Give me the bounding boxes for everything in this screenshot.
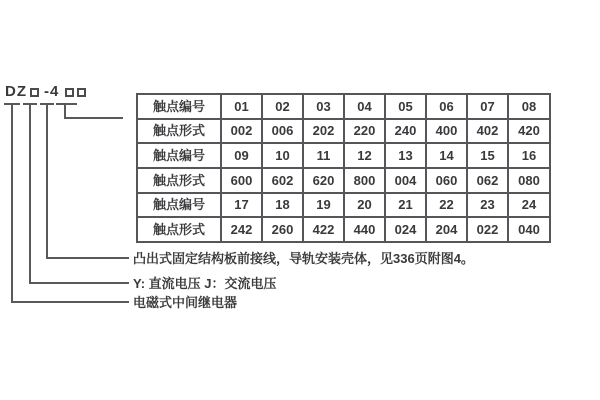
table-cell: 024 xyxy=(385,217,426,242)
table-cell: 202 xyxy=(303,119,344,144)
contact-table-wrap xyxy=(136,93,551,243)
table-cell: 440 xyxy=(344,217,385,242)
leader-line-contact-table xyxy=(56,104,123,118)
annotation-mount: 凸出式固定结构板前接线，导轨安装壳体，见336页附图4。 xyxy=(133,251,474,266)
table-cell: 002 xyxy=(221,119,262,144)
annotation-voltage: Y: 直流电压 J：交流电压 xyxy=(133,276,277,291)
table-row xyxy=(137,119,550,144)
table-cell: 242 xyxy=(221,217,262,242)
table-row xyxy=(137,193,550,218)
table-cell: 17 xyxy=(221,193,262,218)
table-cell: 08 xyxy=(508,94,550,119)
table-cell: 240 xyxy=(385,119,426,144)
table-cell: 422 xyxy=(303,217,344,242)
table-row xyxy=(137,168,550,193)
table-cell: 22 xyxy=(426,193,467,218)
leader-line-mount xyxy=(40,104,129,258)
table-cell: 620 xyxy=(303,168,344,193)
table-cell: 21 xyxy=(385,193,426,218)
table-cell: 23 xyxy=(467,193,508,218)
table-cell: 07 xyxy=(467,94,508,119)
table-cell: 060 xyxy=(426,168,467,193)
table-cell: 220 xyxy=(344,119,385,144)
table-cell: 19 xyxy=(303,193,344,218)
table-cell: 15 xyxy=(467,143,508,168)
table-cell: 402 xyxy=(467,119,508,144)
leader-line-relay-type xyxy=(4,104,129,302)
table-cell: 602 xyxy=(262,168,303,193)
table-cell: 11 xyxy=(303,143,344,168)
table-row xyxy=(137,94,550,119)
table-cell: 24 xyxy=(508,193,550,218)
table-cell: 12 xyxy=(344,143,385,168)
table-cell: 022 xyxy=(467,217,508,242)
table-cell: 16 xyxy=(508,143,550,168)
table-cell: 04 xyxy=(344,94,385,119)
table-cell: 400 xyxy=(426,119,467,144)
row-header: 触点编号 xyxy=(137,94,221,119)
table-cell: 004 xyxy=(385,168,426,193)
table-cell: 06 xyxy=(426,94,467,119)
row-header: 触点形式 xyxy=(137,217,221,242)
leader-line-voltage xyxy=(23,104,129,283)
table-cell: 05 xyxy=(385,94,426,119)
table-cell: 18 xyxy=(262,193,303,218)
table-cell: 600 xyxy=(221,168,262,193)
table-cell: 20 xyxy=(344,193,385,218)
model-infix: -4 xyxy=(44,83,60,100)
table-cell: 080 xyxy=(508,168,550,193)
model-prefix: DZ xyxy=(5,83,27,100)
table-cell: 14 xyxy=(426,143,467,168)
row-header: 触点编号 xyxy=(137,193,221,218)
table-cell: 03 xyxy=(303,94,344,119)
table-cell: 800 xyxy=(344,168,385,193)
annotation-relay-type: 电磁式中间继电器 xyxy=(133,295,238,310)
table-cell: 204 xyxy=(426,217,467,242)
row-header: 触点编号 xyxy=(137,143,221,168)
table-cell: 420 xyxy=(508,119,550,144)
table-cell: 09 xyxy=(221,143,262,168)
table-cell: 13 xyxy=(385,143,426,168)
table-cell: 040 xyxy=(508,217,550,242)
row-header: 触点形式 xyxy=(137,168,221,193)
row-header: 触点形式 xyxy=(137,119,221,144)
table-row xyxy=(137,143,550,168)
table-cell: 01 xyxy=(221,94,262,119)
contact-table xyxy=(136,93,551,243)
table-cell: 260 xyxy=(262,217,303,242)
table-cell: 062 xyxy=(467,168,508,193)
table-cell: 10 xyxy=(262,143,303,168)
table-row xyxy=(137,217,550,242)
table-cell: 02 xyxy=(262,94,303,119)
table-cell: 006 xyxy=(262,119,303,144)
